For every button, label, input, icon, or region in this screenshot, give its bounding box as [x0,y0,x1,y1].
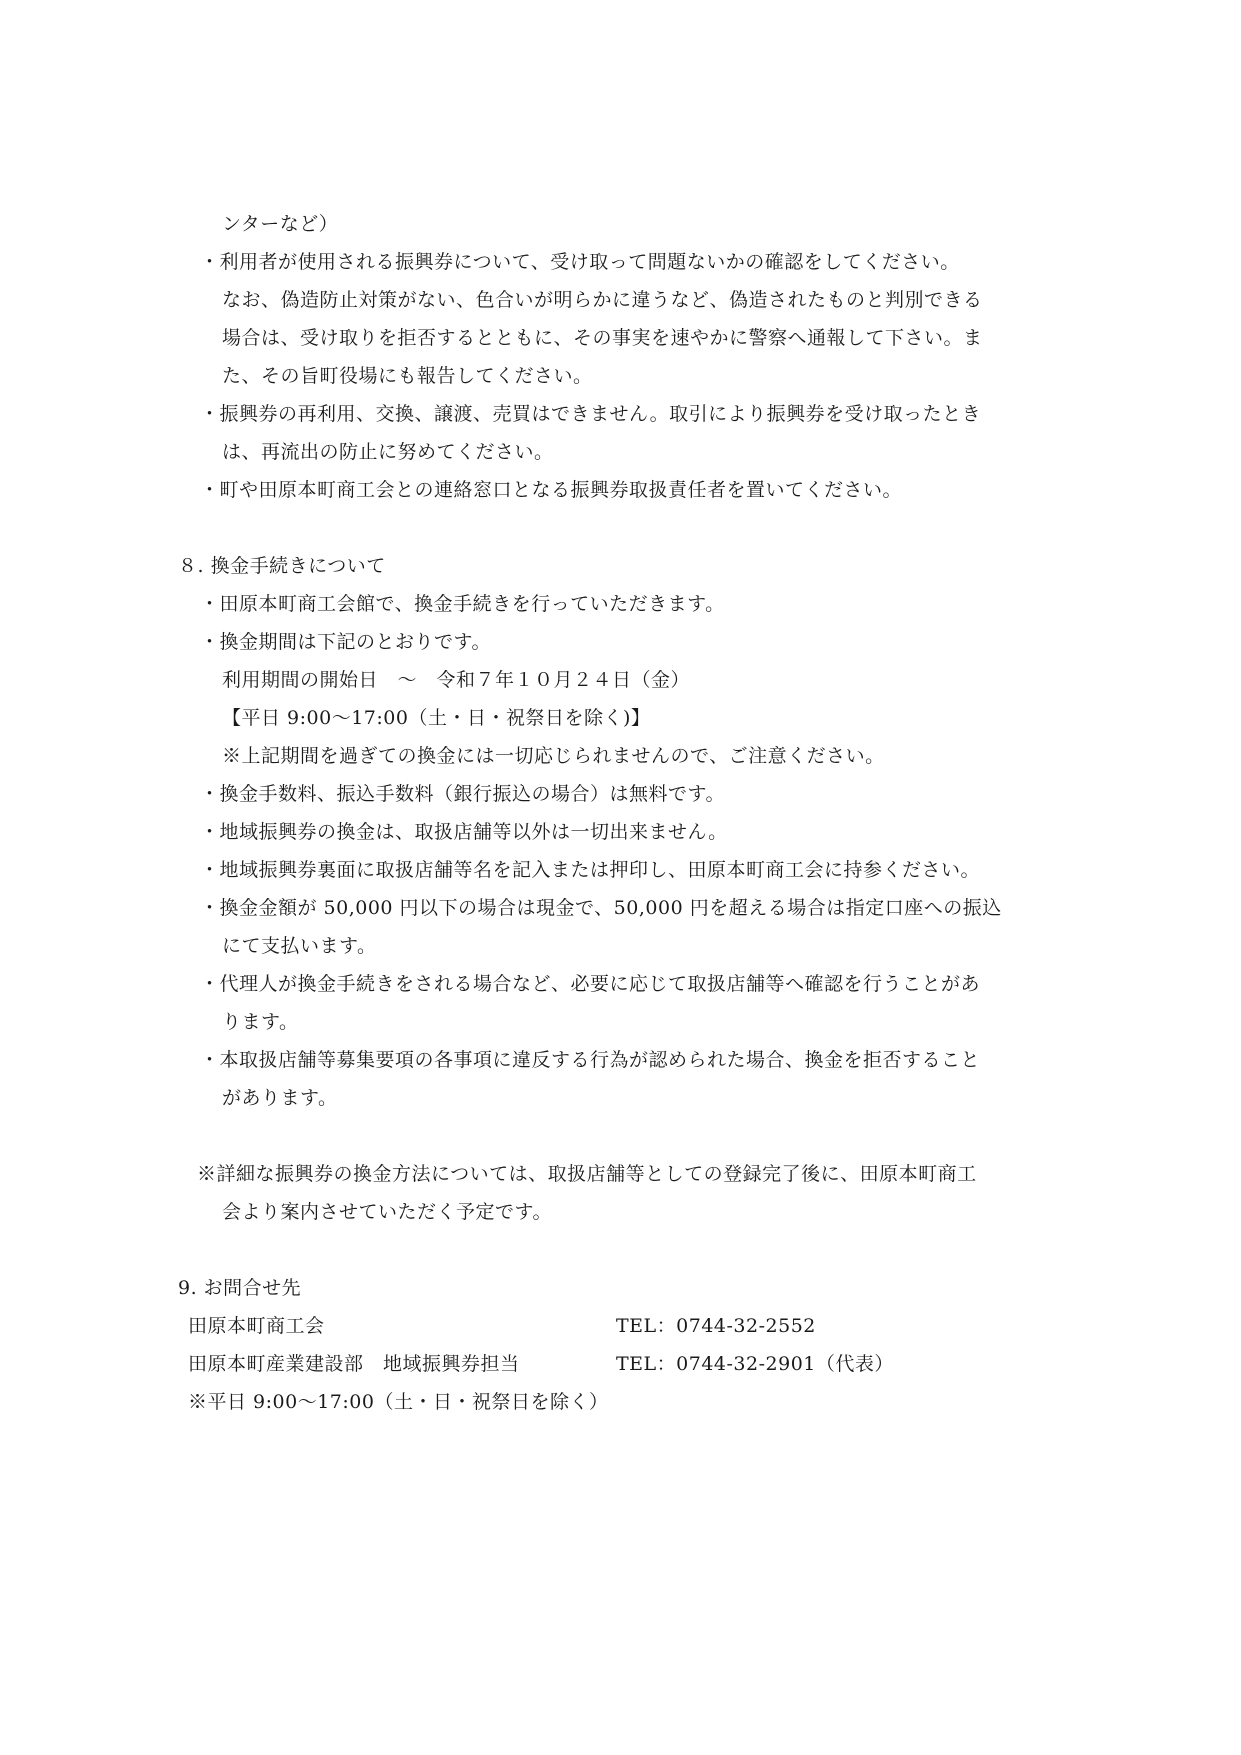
section7-bullet-verify-line2: なお、偽造防止対策がない、色合いが明らかに違うなど、偽造されたものと判別できる [222,289,983,311]
section8-bullet-proxy-line2: ります。 [222,1011,299,1033]
section8-bullet-fees: ・換金手数料、振込手数料（銀行振込の場合）は無料です。 [200,783,725,805]
section8-bullet-period-intro: ・換金期間は下記のとおりです。 [200,631,491,653]
section8-bullet-location: ・田原本町商工会館で、換金手続きを行っていただきます。 [200,593,725,615]
section8-note-line1: ※詳細な振興券の換金方法については、取扱店舗等としての登録完了後に、田原本町商工 [197,1163,977,1185]
section7-bullet-contact-manager: ・町や田原本町商工会との連絡窓口となる振興券取扱責任者を置いてください。 [200,479,903,501]
section9-heading: 9. お問合せ先 [178,1277,302,1299]
section7-bullet-verify-line4: た、その旨町役場にも報告してください。 [222,365,593,387]
section7-continuation-line: ンターなど） [222,213,339,235]
section7-bullet-reuse-line2: は、再流出の防止に努めてください。 [222,441,554,463]
contact-chamber-tel: TEL：0744-32-2552 [616,1315,816,1337]
section8-bullet-violation-line1: ・本取扱店舗等募集要項の各事項に違反する行為が認められた場合、換金を拒否すること [200,1049,981,1071]
section8-bullet-payment-line2: にて支払います。 [222,935,377,957]
section8-heading: ８. 換金手続きについて [178,555,386,577]
section8-bullet-payment-line1: ・換金金額が 50,000 円以下の場合は現金で、50,000 円を超える場合は指定口座への振込 [200,897,1002,919]
contact-town-dept-name: 田原本町産業建設部 地域振興券担当 [188,1353,520,1375]
section8-note-line2: 会より案内させていただく予定です。 [222,1201,552,1223]
section7-bullet-verify-line3: 場合は、受け取りを拒否するとともに、その事実を速やかに警察へ通報して下さい。ま [222,327,983,349]
section8-period-warning: ※上記期間を過ぎての換金には一切応じられませんので、ご注意ください。 [222,745,885,767]
section8-bullet-violation-line2: があります。 [222,1087,338,1109]
section7-bullet-reuse-line1: ・振興券の再利用、交換、譲渡、売買はできません。取引により振興券を受け取ったとき [200,403,982,425]
section7-bullet-verify-line1: ・利用者が使用される振興券について、受け取って問題ないかの確認をしてください。 [200,251,960,273]
section8-bullet-proxy-line1: ・代理人が換金手続きをされる場合など、必要に応じて取扱店舗等へ確認を行うことがあ [200,973,981,995]
section8-period-range: 利用期間の開始日 ～ 令和７年１０月２４日（金） [222,669,691,691]
contact-town-dept-tel: TEL：0744-32-2901（代表） [616,1353,894,1375]
section8-bullet-stamp: ・地域振興券裏面に取扱店舗等名を記入または押印し、田原本町商工会に持参ください。 [200,859,981,881]
contact-chamber-name: 田原本町商工会 [188,1315,325,1337]
contact-business-hours: ※平日 9:00～17:00（土・日・祝祭日を除く） [188,1391,609,1413]
section8-bullet-restriction: ・地域振興券の換金は、取扱店舗等以外は一切出来ません。 [200,821,728,843]
section8-business-hours: 【平日 9:00～17:00（土・日・祝祭日を除く)】 [222,707,651,729]
